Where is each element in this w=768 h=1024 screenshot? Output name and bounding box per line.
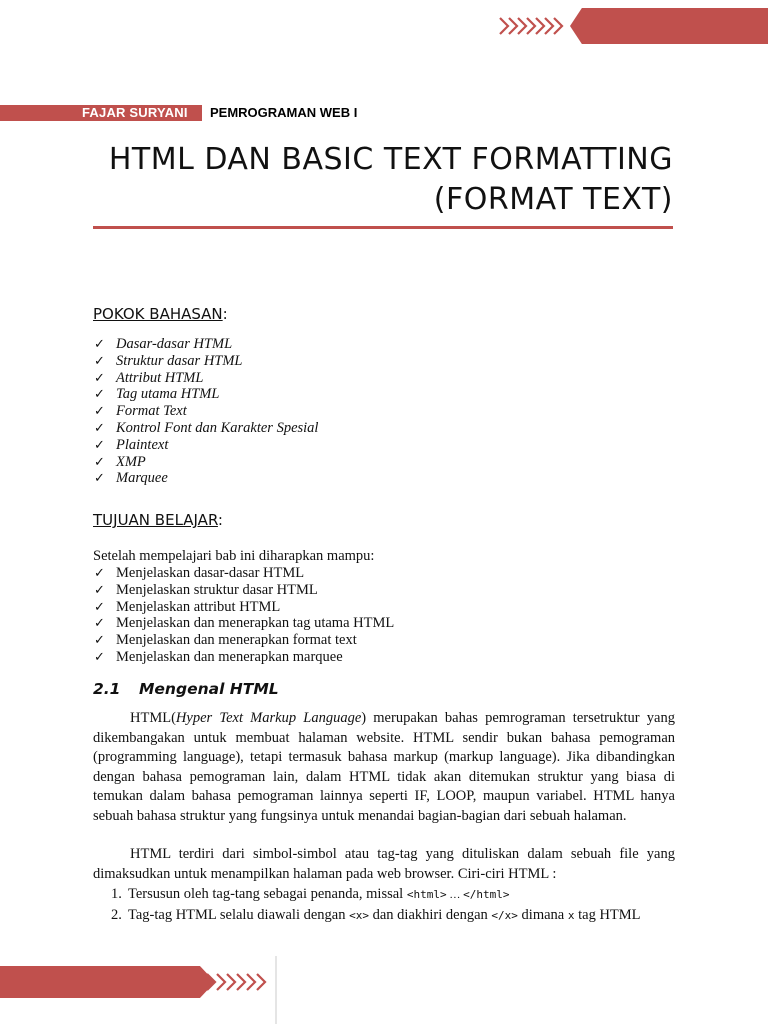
check-icon: ✓: [94, 565, 105, 580]
list-item: ✓ XMP: [94, 453, 146, 470]
list-item: ✓ Menjelaskan struktur dasar HTML: [94, 581, 318, 598]
check-icon: ✓: [94, 386, 105, 402]
list-item: ✓ Format Text: [94, 403, 187, 420]
check-icon: ✓: [94, 419, 105, 435]
top-red-banner: [570, 8, 768, 44]
section-title: Mengenal HTML: [139, 680, 279, 698]
list-item: ✓ Marquee: [94, 470, 168, 487]
check-icon: ✓: [94, 436, 105, 452]
header-author: FAJAR SURYANI: [82, 105, 188, 120]
list-item: ✓ Dasar-dasar HTML: [94, 336, 233, 352]
tujuan-belajar-list: [93, 565, 394, 666]
list-item: ✓ Menjelaskan dasar-dasar HTML: [94, 565, 305, 581]
list-item: 1. Tersusun oleh tag-tang sebagai penanda, missal <html> … </html>: [111, 886, 510, 902]
check-icon: ✓: [94, 336, 105, 351]
title-line-1: HTML DAN BASIC TEXT FORMATTING: [108, 142, 673, 177]
check-icon: ✓: [94, 470, 105, 486]
list-item: ✓ Plaintext: [94, 436, 169, 453]
bottom-divider: [275, 956, 277, 1024]
list-item: ✓ Menjelaskan dan menerapkan marquee: [94, 648, 343, 665]
check-icon: ✓: [94, 648, 105, 664]
check-icon: ✓: [94, 598, 105, 614]
check-icon: ✓: [94, 632, 105, 648]
pokok-bahasan-list: [93, 336, 318, 487]
list-item: ✓ Tag utama HTML: [94, 386, 220, 403]
html-characteristics-list: [93, 884, 683, 926]
chevron-decoration-bottom: [203, 970, 273, 994]
check-icon: ✓: [94, 352, 105, 368]
check-icon: ✓: [94, 369, 105, 385]
list-item: 2. Tag-tag HTML selalu diawali dengan <x> dan diakhiri dengan </x> dimana x tag HTML: [111, 907, 641, 923]
list-item: ✓ Kontrol Font dan Karakter Spesial: [94, 419, 319, 436]
list-item: ✓ Menjelaskan dan menerapkan format text: [94, 632, 357, 649]
check-icon: ✓: [94, 403, 105, 419]
header-course: PEMROGRAMAN WEB I: [210, 105, 358, 120]
section-number: 2.1: [93, 680, 121, 698]
section-heading: [93, 680, 279, 698]
list-item: ✓ Menjelaskan attribut HTML: [94, 598, 281, 615]
page-title: [93, 140, 673, 220]
tujuan-belajar-heading: TUJUAN BELAJAR:: [93, 511, 223, 529]
paragraph-1: HTML(Hyper Text Markup Language) merupakan bahas pemrograman tersetruktur yang dikembangakan untuk membuat halaman website. HTML sendir bukan bahasa pemograman (programming language), tetapi termasuk bahasa markup (markup language). Jika dibandingkan dengan bahasa pemograman lain, dalam HTML tidak akan ditemukan struktur yang biasa di temukan dalam bahasa pemograman lainnya seperti IF, LOOP, maupun variabel. HTML hanya sebuah bahasa struktur yang fungsinya untuk menandai bagian-bagian dari sebuah halaman.: [93, 710, 675, 824]
bottom-red-banner: [0, 966, 215, 998]
check-icon: ✓: [94, 615, 105, 631]
title-divider: [93, 226, 673, 229]
check-icon: ✓: [94, 453, 105, 469]
list-item: ✓ Struktur dasar HTML: [94, 352, 243, 369]
paragraph-2: HTML terdiri dari simbol-simbol atau tag-tag yang dituliskan dalam sebuah file yang dimaksudkan untuk menampilkan halaman pada web browser. Ciri-ciri HTML :: [93, 846, 675, 882]
check-icon: ✓: [94, 581, 105, 597]
tujuan-belajar-intro: Setelah mempelajari bab ini diharapkan mampu:: [93, 548, 375, 564]
title-line-2: (FORMAT TEXT): [433, 182, 673, 217]
list-item: ✓ Attribut HTML: [94, 369, 204, 386]
pokok-bahasan-heading: POKOK BAHASAN:: [93, 305, 228, 323]
chevron-decoration-top: [498, 14, 578, 38]
list-item: ✓ Menjelaskan dan menerapkan tag utama HTML: [94, 615, 395, 632]
